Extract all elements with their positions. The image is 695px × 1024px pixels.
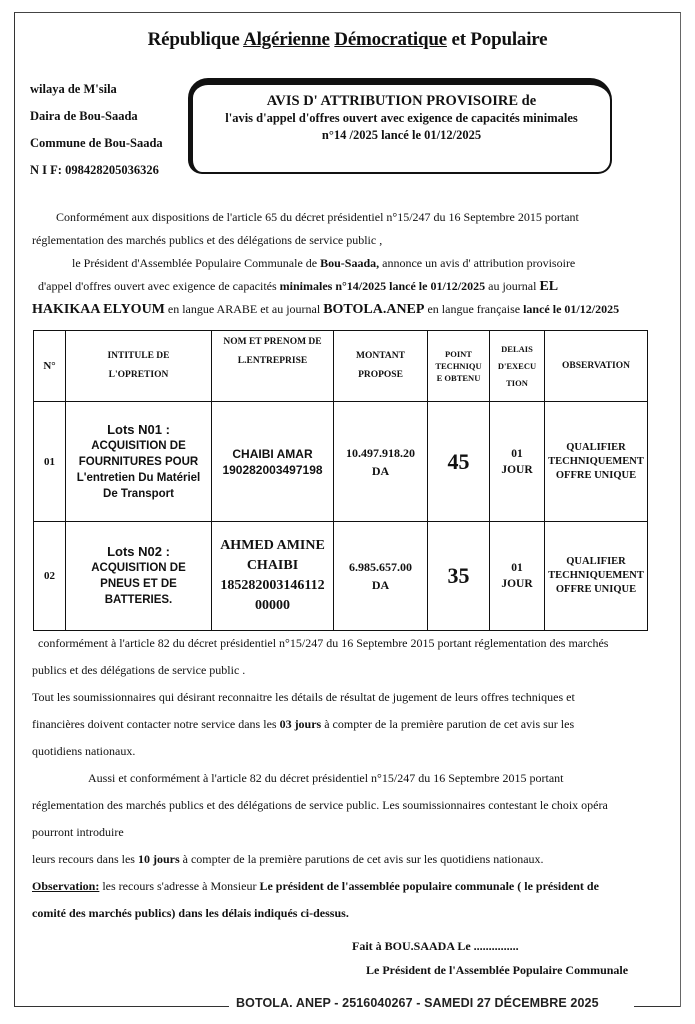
body-line: conformément à l'article 82 du décret présidentiel n°15/247 du 16 Septembre 2015 portant réglementation des marchés (38, 636, 609, 650)
cell-technical-points: 35 (428, 522, 490, 631)
body-text-span: leurs recours dans les (32, 852, 138, 866)
body-line (32, 711, 662, 738)
header-observation (545, 331, 648, 402)
signature-title: Le Président de l'Assemblée Populaire Communale (366, 963, 629, 977)
intro-journal-french: BOTOLA.ANEP (323, 302, 425, 317)
body-line: réglementation des marchés publics et des délégations de service public. Les soumissionnaires contestant le choix opéra (32, 798, 608, 812)
signature-block (352, 934, 628, 982)
observation-line: OFFRE UNIQUE (555, 469, 637, 481)
delay-unit: JOUR (501, 578, 533, 590)
notice-title-box (188, 78, 612, 174)
enterprise-name: CHAIBI AMAR (232, 446, 313, 461)
operation-line: L'entretien Du Matériel (76, 471, 201, 484)
cell-num: 01 (34, 402, 66, 522)
observation-line: OFFRE UNIQUE (555, 584, 637, 595)
operation-line: BATTERIES. (104, 594, 173, 606)
intro-text: en langue française (424, 302, 524, 316)
header-text: D'EXECU (497, 360, 537, 371)
body-line: pourront introduire (32, 825, 124, 839)
header-text: OBSERVATION (562, 360, 630, 371)
amount-currency: DA (371, 578, 390, 592)
frame-bottom-rule-right (634, 1006, 680, 1007)
body-text-span: les recours s'adresse à Monsieur (99, 879, 260, 893)
appeal-deadline: 10 jours (137, 852, 180, 866)
header-text: E OBTENU (436, 373, 481, 383)
notice-reference: n°14 /2025 lancé le 01/12/2025 (321, 128, 482, 142)
observation-recipient-cont: comité des marchés publics) dans les délais indiqués ci-dessus. (32, 906, 349, 920)
header-delay (490, 331, 545, 402)
cell-delay (490, 402, 545, 522)
header-amount (334, 331, 428, 402)
cell-enterprise (212, 522, 334, 631)
intro-commune: Bou-Saada, (320, 256, 380, 270)
intro-line-5 (32, 298, 662, 321)
cell-observation (545, 402, 648, 522)
header-text: L'OPRETION (108, 370, 169, 380)
contact-deadline: 03 jours (279, 717, 322, 731)
observation-line: TECHNIQUEMENT (548, 570, 644, 581)
header-num (34, 331, 66, 402)
operation-line: ACQUISITION DE (91, 439, 186, 452)
republic-title (0, 29, 695, 51)
notice-title: AVIS D' ATTRIBUTION PROVISOIRE de (266, 93, 537, 109)
body-line: publics et des délégations de service public . (32, 663, 246, 677)
header-text: TION (506, 377, 528, 388)
cell-num: 02 (34, 522, 66, 631)
issuer-wilaya: wilaya de M'sila (30, 82, 117, 96)
table-row (34, 402, 648, 522)
cell-delay (490, 522, 545, 631)
header-enterprise (212, 331, 334, 402)
intro-journal-arabic: HAKIKAA ELYOUM (32, 302, 165, 317)
intro-text: d'appel d'offres ouvert avec exigence de capacités (38, 279, 280, 293)
observation-line: QUALIFIER (566, 441, 626, 453)
header-text: TECHNIQU (435, 361, 482, 371)
cell-amount (334, 402, 428, 522)
body-line (32, 846, 662, 873)
delay-value: 01 (511, 447, 523, 460)
republic-word-algerienne: Algérienne (243, 29, 330, 50)
operation-line: ACQUISITION DE (91, 562, 186, 574)
header-text: POINT (445, 349, 472, 359)
header-text: NOM ET PRENOM DE (223, 337, 322, 347)
issuer-nif: N I F: 098428205036326 (30, 163, 159, 177)
intro-text: annonce un avis d' attribution provisoire (379, 256, 576, 270)
delay-unit: JOUR (501, 463, 533, 476)
observation-label: Observation: (32, 879, 100, 893)
operation-line: PNEUS ET DE (100, 578, 177, 590)
issuer-daira: Daira de Bou-Saada (30, 109, 138, 123)
intro-line-1: Conformément aux dispositions de l'article 65 du décret présidentiel n°15/247 du 16 Septembre 2015 portant (56, 210, 579, 224)
footer-publication-line: BOTOLA. ANEP - 2516040267 - SAMEDI 27 DÉCEMBRE 2025 (236, 996, 599, 1010)
intro-line-3 (32, 252, 662, 275)
body-line: quotidiens nationaux. (32, 744, 136, 758)
header-operation (66, 331, 212, 402)
intro-journal-arabic-start: EL (539, 279, 559, 294)
intro-launch-date: lancé le 01/12/2025 (523, 302, 620, 316)
cell-observation (545, 522, 648, 631)
republic-word-democratique: Démocratique (334, 29, 447, 50)
signature-place-date: Fait à BOU.SAADA Le ............... (352, 939, 519, 953)
operation-line: De Transport (103, 487, 174, 500)
amount-currency: DA (371, 463, 390, 478)
table-header-row (34, 331, 648, 402)
intro-text: le Président d'Assemblée Populaire Communale de (72, 256, 321, 270)
operation-line: FOURNITURES POUR (78, 455, 199, 468)
cell-amount (334, 522, 428, 631)
body-text-span: financières doivent contacter notre service dans les (32, 717, 280, 731)
intro-line-2: réglementation des marchés publics et des délégations de service public , (32, 233, 383, 247)
enterprise-id: 185282003146112 (220, 578, 325, 593)
intro-reference: minimales n°14/2025 lancé le 01/12/2025 (279, 279, 486, 293)
operation-line: Lots N02 : (107, 544, 170, 559)
operation-line: Lots N01 : (107, 421, 170, 437)
amount-value: 6.985.657.00 (349, 560, 412, 574)
observation-recipient: Le président de l'assemblée populaire communale ( le président de (259, 879, 599, 893)
intro-paragraph (32, 206, 662, 321)
intro-line-4 (32, 275, 662, 298)
observation-line (32, 900, 662, 927)
body-text-span: à compter de la première parution de cet avis sur les (321, 717, 575, 731)
amount-value: 10.497.918.20 (346, 445, 415, 460)
observation-line: TECHNIQUEMENT (548, 455, 644, 467)
cell-technical-points: 45 (428, 402, 490, 522)
body-text-span: à compter de la première parutions de cet avis sur les quotidiens nationaux. (179, 852, 544, 866)
header-num-text: N° (43, 359, 56, 372)
observation-line (32, 873, 662, 900)
intro-text: au journal (485, 279, 540, 293)
cell-enterprise (212, 402, 334, 522)
notice-subtitle: l'avis d'appel d'offres ouvert avec exigence de capacités minimales (225, 111, 578, 125)
header-text: MONTANT (356, 351, 405, 361)
frame-bottom-rule-left (14, 1006, 229, 1007)
header-text: L.ENTREPRISE (237, 356, 308, 366)
issuer-info (30, 76, 163, 184)
enterprise-name: CHAIBI (246, 558, 299, 573)
republic-prefix: République (147, 29, 244, 50)
delay-value: 01 (511, 562, 523, 574)
enterprise-id: 190282003497198 (222, 462, 323, 477)
header-text: INTITULE DE (107, 351, 170, 361)
header-text: PROPOSE (358, 370, 403, 380)
table-row (34, 522, 648, 631)
cell-operation (66, 402, 212, 522)
republic-suffix: et Populaire (446, 29, 548, 50)
attribution-table (33, 330, 648, 631)
issuer-commune: Commune de Bou-Saada (30, 136, 163, 150)
intro-text: en langue ARABE et au journal (164, 302, 324, 316)
body-line: Aussi et conformément à l'article 82 du décret présidentiel n°15/247 du 16 Septembre 2015 portant (88, 771, 564, 785)
header-technical-points (428, 331, 490, 402)
body-text (32, 630, 662, 927)
observation-line: QUALIFIER (566, 556, 626, 567)
cell-operation (66, 522, 212, 631)
enterprise-name: AHMED AMINE (220, 538, 325, 553)
enterprise-id: 00000 (255, 598, 290, 613)
body-line: Tout les soumissionnaires qui désirant reconnaitre les détails de résultat de jugement de leurs offres techniques et (32, 690, 575, 704)
header-text: DELAIS (501, 343, 533, 354)
